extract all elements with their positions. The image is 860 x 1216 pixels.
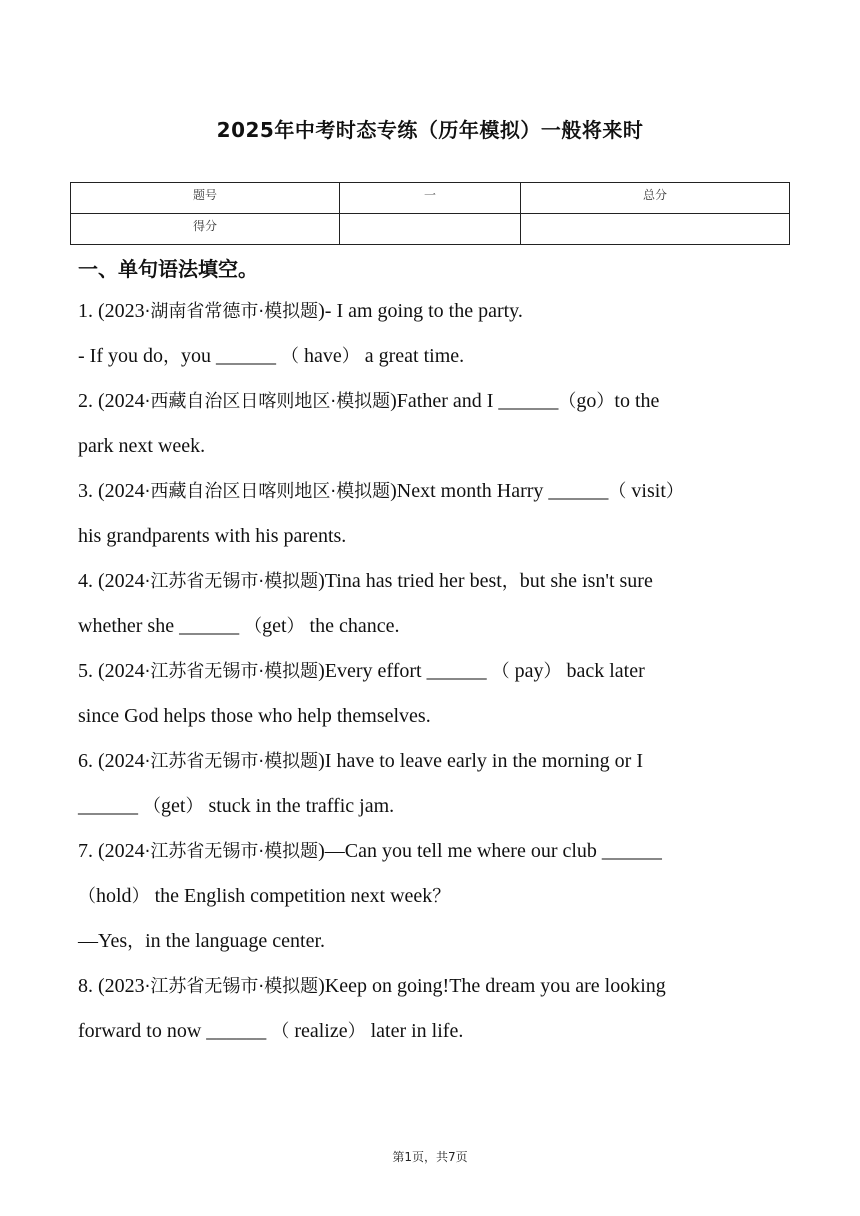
question-line: 3. (2024·西藏自治区日喀则地区·模拟题)Next month Harry ______（ visit） <box>78 480 684 502</box>
question-line: his grandparents with his parents. <box>78 525 347 547</box>
score-table <box>70 182 790 245</box>
question-line: 4. (2024·江苏省无锡市·模拟题)Tina has tried her best，but she isn't sure <box>78 570 653 592</box>
question-list <box>78 292 808 1057</box>
question-line: 7. (2024·江苏省无锡市·模拟题)—Can you tell me where our club ______ <box>78 840 662 862</box>
score-table-header-row <box>71 183 790 214</box>
score-table-header-cell: 题号 <box>71 183 340 214</box>
section-heading: 一、单句语法填空。 <box>78 257 258 281</box>
page-footer: 第1页，共7页 <box>392 1150 468 1164</box>
question-line: forward to now ______ （ realize） later in life. <box>78 1020 464 1042</box>
score-cell <box>340 214 521 245</box>
question-line: 5. (2024·江苏省无锡市·模拟题)Every effort ______ （ pay） back later <box>78 660 645 682</box>
question-line: - If you do，you ______ （ have） a great time. <box>78 345 465 367</box>
question-line: 1. (2023·湖南省常德市·模拟题)- I am going to the party. <box>78 300 523 322</box>
question-line: park next week. <box>78 435 206 457</box>
page-title: 2025年中考时态专练（历年模拟）一般将来时 <box>216 118 644 142</box>
question-line: 2. (2024·西藏自治区日喀则地区·模拟题)Father and I ______（go）to the <box>78 390 660 412</box>
question-line: 6. (2024·江苏省无锡市·模拟题)I have to leave early in the morning or I <box>78 750 643 772</box>
score-table-header-cell: 总分 <box>521 183 790 214</box>
question-line: ______ （get） stuck in the traffic jam. <box>78 795 395 817</box>
question-line: —Yes，in the language center. <box>78 930 326 952</box>
question-line: （hold） the English competition next week？ <box>78 885 451 907</box>
question-line: whether she ______ （get） the chance. <box>78 615 400 637</box>
question-line: 8. (2023·江苏省无锡市·模拟题)Keep on going!The dream you are looking <box>78 975 666 997</box>
score-table-score-row <box>71 214 790 245</box>
score-cell <box>521 214 790 245</box>
score-row-label: 得分 <box>71 214 340 245</box>
question-line: since God helps those who help themselves. <box>78 705 431 727</box>
score-table-header-cell: 一 <box>340 183 521 214</box>
